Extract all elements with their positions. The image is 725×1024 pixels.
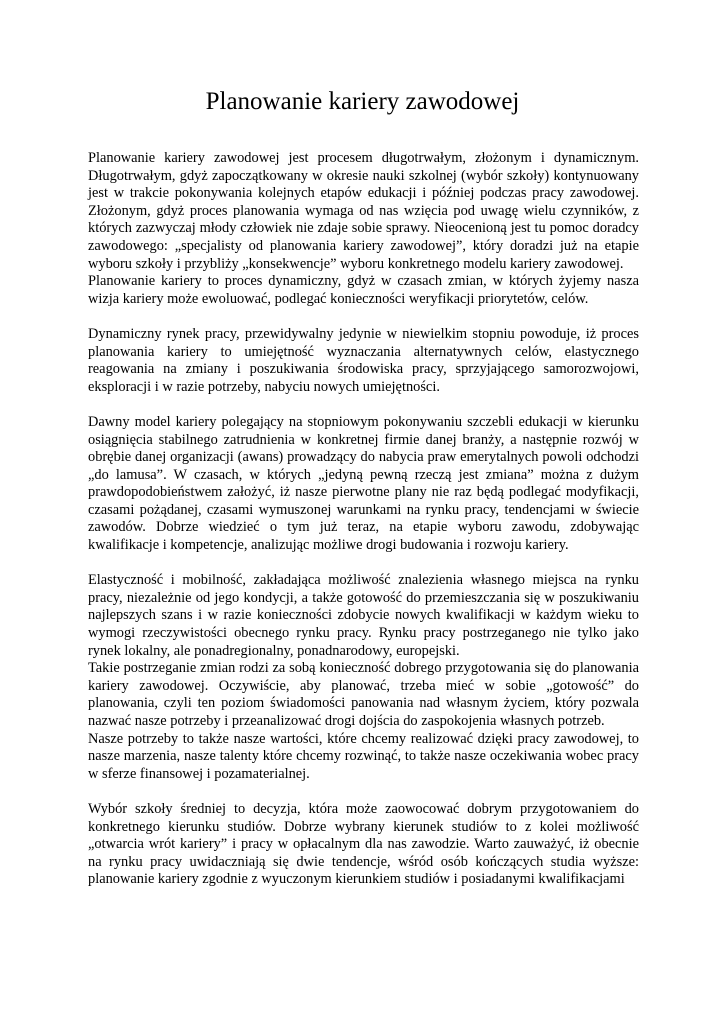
paragraph-3: Dynamiczny rynek pracy, przewidywalny jedynie w niewielkim stopniu powoduje, iż proces planowania kariery to umiejętność wyznaczania alternatywnych celów, elastycznego reagowania na zmiany i poszukiwania środowiska pracy, sprzyjającego samorozwojowi, eksploracji i w razie potrzeby, nabyciu nowych umiejętności. [88,325,639,395]
document-title: Planowanie kariery zawodowej [205,88,520,115]
paragraph-5: Elastyczność i mobilność, zakładająca możliwość znalezienia własnego miejsca na rynku pracy, niezależnie od jego kondycji, a także gotowość do przemieszczania się w poszukiwaniu najlepszych szans i w razie konieczności zdobycie nowych kwalifikacji w każdym wieku to wymogi rzeczywistości obecnego rynku pracy. Rynku pracy postrzeganego nie tylko jako rynek lokalny, ale ponadregionalny, ponadnarodowy, europejski. [88,572,639,659]
paragraph-6: Takie postrzeganie zmian rodzi za sobą konieczność dobrego przygotowania się do planowania kariery zawodowej. Oczywiście, aby planować, trzeba mieć w sobie „gotowość” do planowania, czyli ten poziom świadomości panowania nad własnym życiem, który pozwala nazwać nasze potrzeby i przeanalizować drogi dojścia do zaspokojenia własnych potrzeb. [88,660,639,729]
paragraph-7: Nasze potrzeby to także nasze wartości, które chcemy realizować dzięki pracy zawodowej, to nasze marzenia, nasze talenty które chcemy rozwinąć, to także nasze oczekiwania wobec pracy w sferze finansowej i pozamaterialnej. [88,730,639,782]
paragraph-8: Wybór szkoły średniej to decyzja, która może zaowocować dobrym przygotowaniem do konkretnego kierunku studiów. Dobrze wybrany kierunek studiów to z kolei możliwość „otwarcia wrót kariery” i pracy w opłacalnym dla nas zawodzie. Warto zauważyć, iż obecnie na rynku pracy uwidaczniają się dwie tendencje, wśród osób kończących studia wyższe: planowanie kariery zgodnie z wyuczonym kierunkiem studiów i posiadanymi kwalifikacjami [88,800,639,888]
document-body [88,150,639,889]
paragraph-2: Planowanie kariery to proces dynamiczny, gdyż w czasach zmian, w których żyjemy nasza wizja kariery może ewoluować, podlegać konieczności weryfikacji priorytetów, celów. [88,273,639,307]
paragraph-4: Dawny model kariery polegający na stopniowym pokonywaniu szczebli edukacji w kierunku osiągnięcia stabilnego zatrudnienia w konkretnej firmie danej branży, a następnie rozwój w obrębie danej organizacji (awans) prowadzący do nabycia praw emerytalnych powoli odchodzi „do lamusa”. W czasach, w których „jedyną pewną rzeczą jest zmiana” można z dużym prawdopodobieństwem założyć, iż nasze pierwotne plany nie raz będą podlegać modyfikacji, czasami pożądanej, czasami wymuszonej warunkami na rynku pracy, tendencjami w świecie zawodów. Dobrze wiedzieć o tym już teraz, na etapie wyboru zawodu, zdobywając kwalifikacje i kompetencje, analizując możliwe drogi budowania i rozwoju kariery. [88,413,639,554]
paragraph-1: Planowanie kariery zawodowej jest procesem długotrwałym, złożonym i dynamicznym. Długotrwałym, gdyż zapoczątkowany w okresie nauki szkolnej (wybór szkoły) kontynuowany jest w trakcie pokonywania kolejnych etapów edukacji i później podczas pracy zawodowej. Złożonym, gdyż proces planowania wymaga od nas wzięcia pod uwagę wielu czynników, z których zazwyczaj młody człowiek nie zdaje sobie sprawy. Nieocenioną jest tu pomoc doradcy zawodowego: „specjalisty od planowania kariery zawodowej”, który doradzi już na etapie wyboru szkoły i przybliży „konsekwencje” wyboru konkretnego modelu kariery zawodowej. [88,150,639,272]
